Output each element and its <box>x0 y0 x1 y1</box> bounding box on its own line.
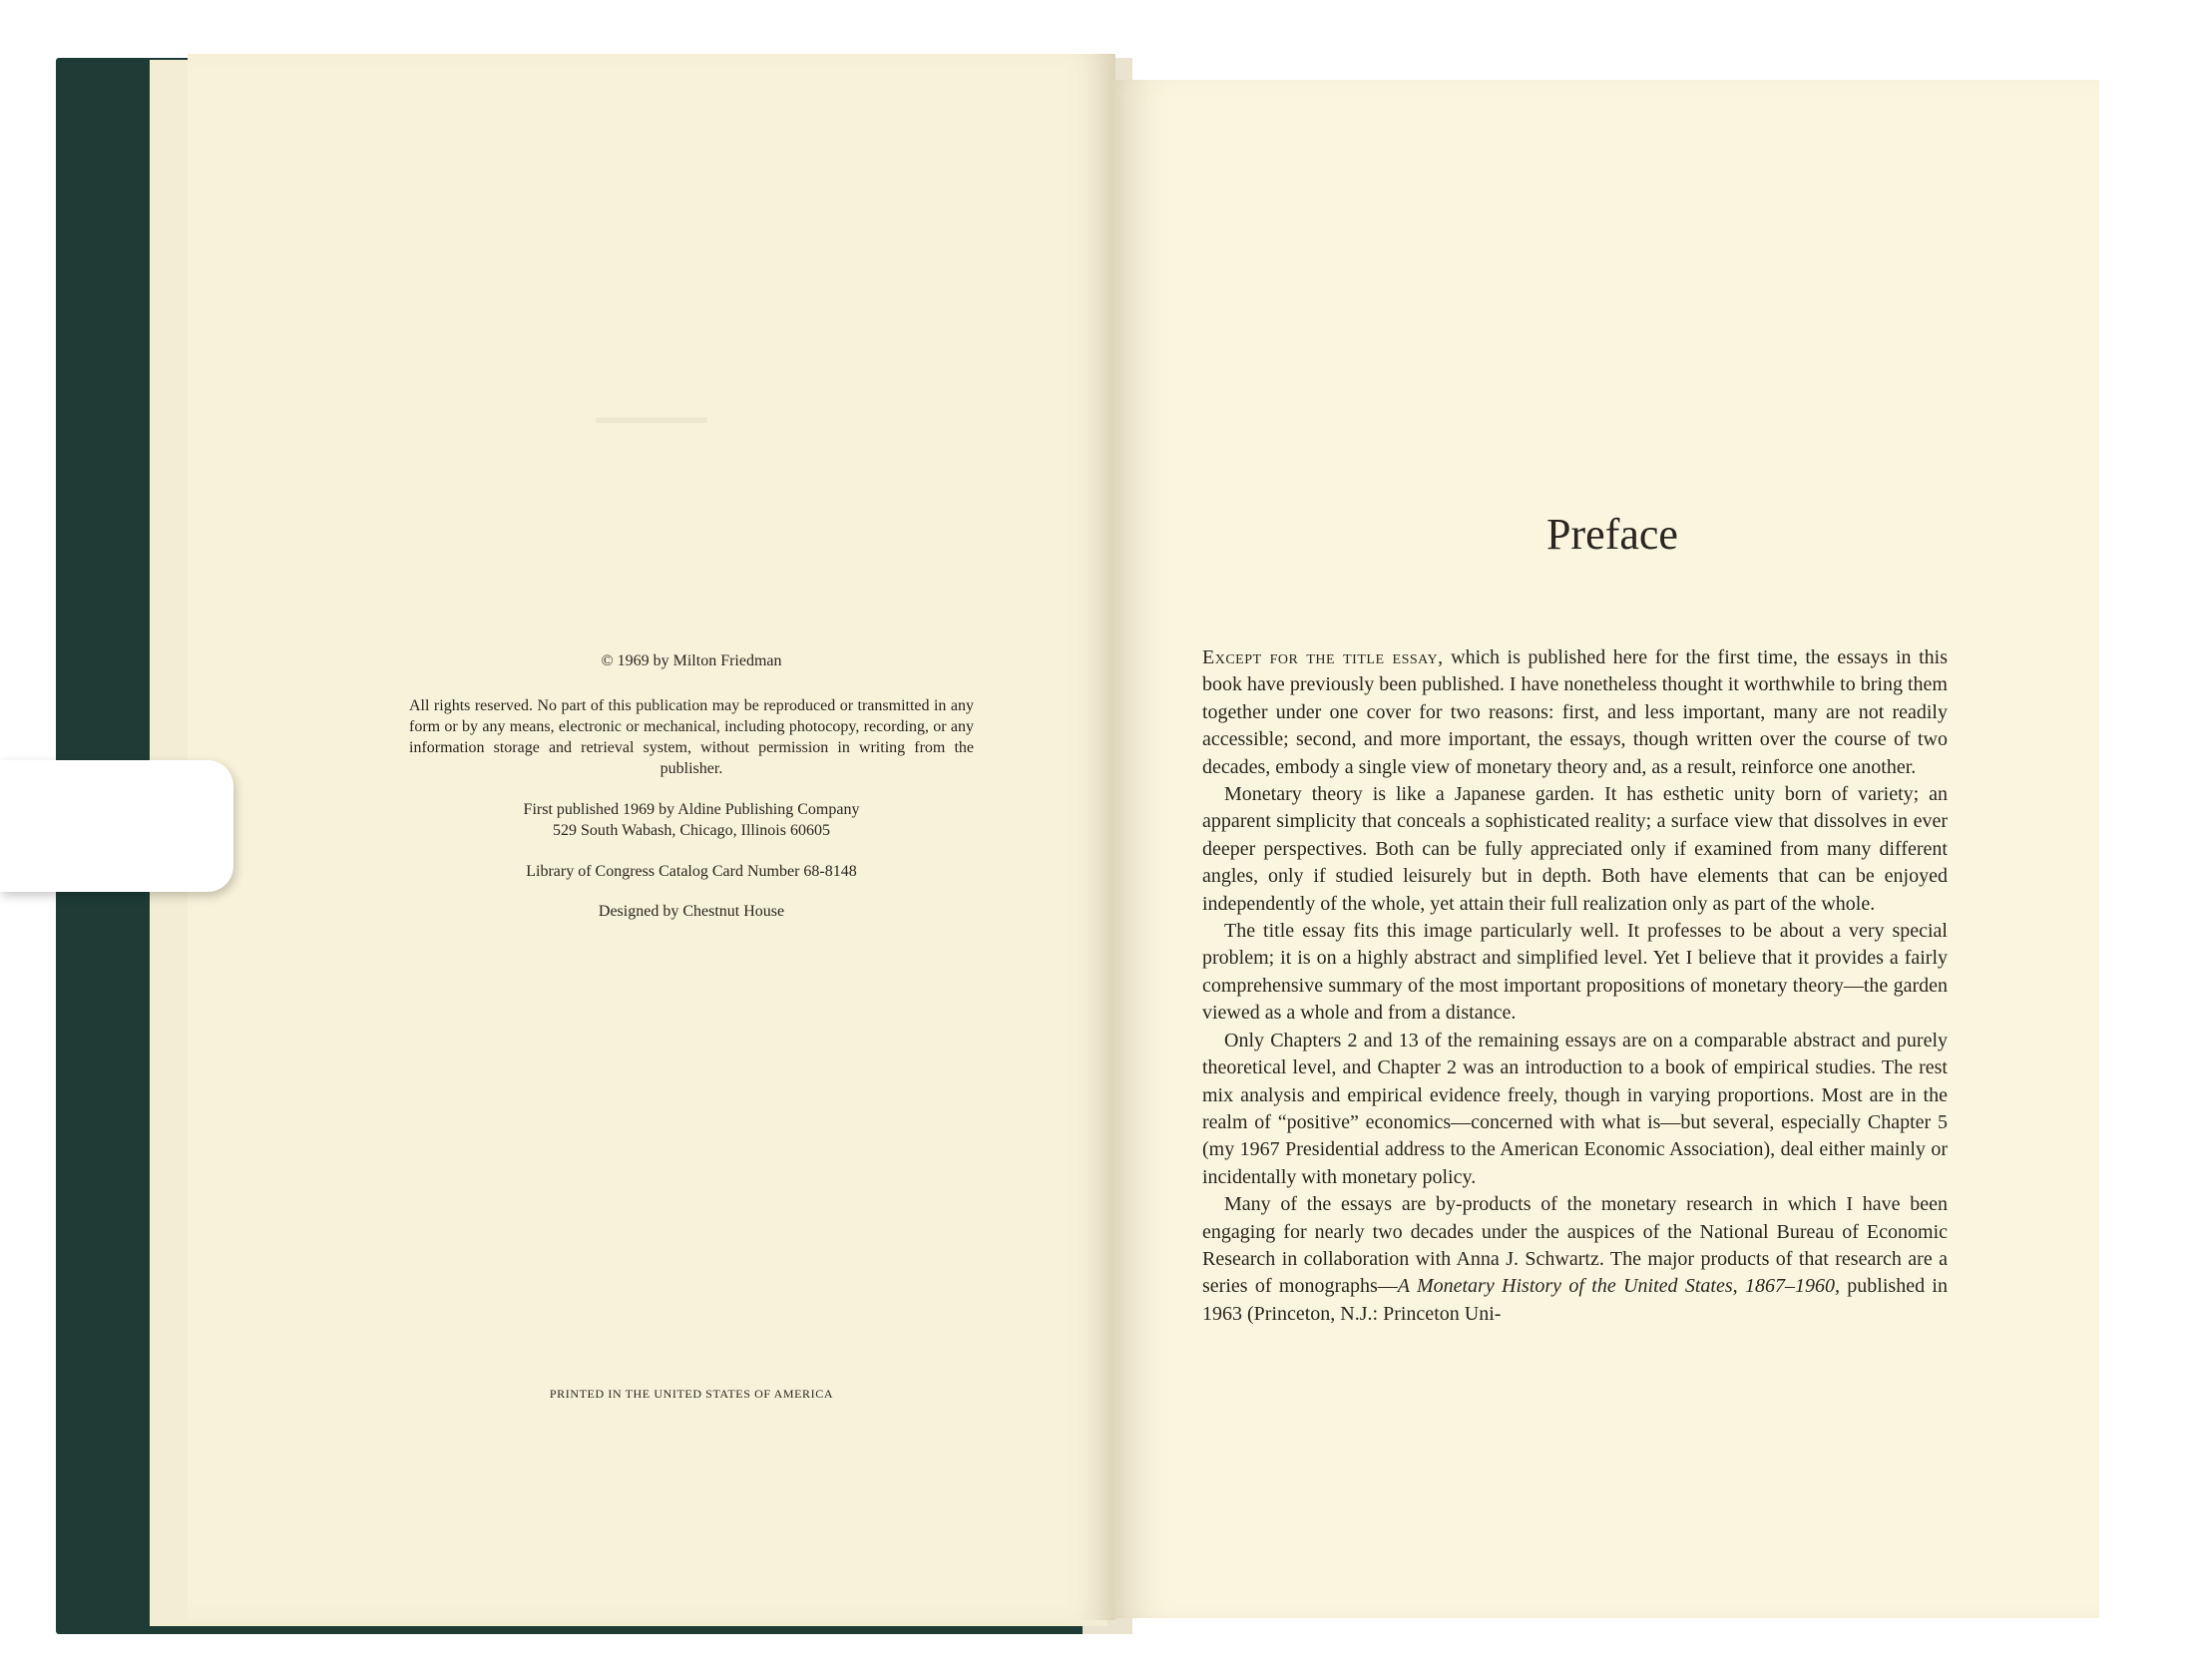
bleed-through-text: — <box>597 348 706 470</box>
paragraph: Except for the title essay, which is published here for the first time, the essays in this book have previously been published. I have nonetheless thought it worthwhile to bring them together under one cover for two reasons: first, and less important, many are not readily accessible; second, and more important, the essays, though written over the course of two decades, embody a single view of monetary theory and, as a result, reinforce one another. <box>1202 646 1948 778</box>
book-title: A Monetary History of the United States, 1867–1960, <box>1397 1275 1840 1298</box>
lead-in: Except for the title essay, <box>1202 646 1444 668</box>
designer-credit: Designed by Chestnut House <box>598 903 785 920</box>
page-clip <box>0 760 233 892</box>
page-title: Preface <box>1546 510 1678 559</box>
printed-in: PRINTED IN THE UNITED STATES OF AMERICA <box>549 1387 834 1401</box>
preface-body <box>1202 644 1948 1328</box>
copyright-line: © 1969 by Milton Friedman <box>601 652 782 669</box>
paragraph: Many of the essays are by-products of the monetary research in which I have been engaging for nearly two decades under the auspices of the National Bureau of Economic Research in collaboration with Anna J. Schwartz. The major products of that research are a series of monographs—A Monetary History of the United States, 1867–1960, published in 1963 (Princeton, N.J.: Princeton Uni- <box>1202 1193 1948 1325</box>
first-published: First published 1969 by Aldine Publishing Company <box>523 801 860 818</box>
rights-notice: All rights reserved. No part of this publication may be reproduced or transmitted in any form or by any means, electronic or mechanical, including photocopy, recording, or any information storage and retrieval system, without permission in writing from the publisher. <box>409 697 974 777</box>
publisher-address: 529 South Wabash, Chicago, Illinois 60605 <box>553 822 830 839</box>
paragraph: Monetary theory is like a Japanese garden. It has esthetic unity born of variety; an apparent simplicity that conceals a sophisticated reality; a surface view that dissolves in ever deeper perspectives. Both can be fully appreciated only if examined from many different angles, only if studied leisurely but in depth. Both have elements that can be enjoyed independently of the whole, yet attain their full realization only as part of the whole. <box>1202 783 1948 915</box>
paragraph: Only Chapters 2 and 13 of the remaining essays are on a comparable abstract and purely theoretical level, and Chapter 2 was an introduction to a book of empirical studies. The rest mix analysis and empirical evidence freely, though in varying proportions. Most are in the realm of “positive” economics—concerned with what is—but several, especially Chapter 5 (my 1967 Presidential address to the American Economic Association), deal either mainly or incidentally with monetary policy. <box>1202 1029 1948 1188</box>
paragraph: The title essay fits this image particularly well. It professes to be about a very special problem; it is on a highly abstract and simplified level. Yet I believe that it provides a fairly comprehensive summary of the most important propositions of monetary theory—the garden viewed as a whole and from a distance. <box>1202 920 1948 1025</box>
catalog-number: Library of Congress Catalog Card Number 68-8148 <box>526 863 857 880</box>
